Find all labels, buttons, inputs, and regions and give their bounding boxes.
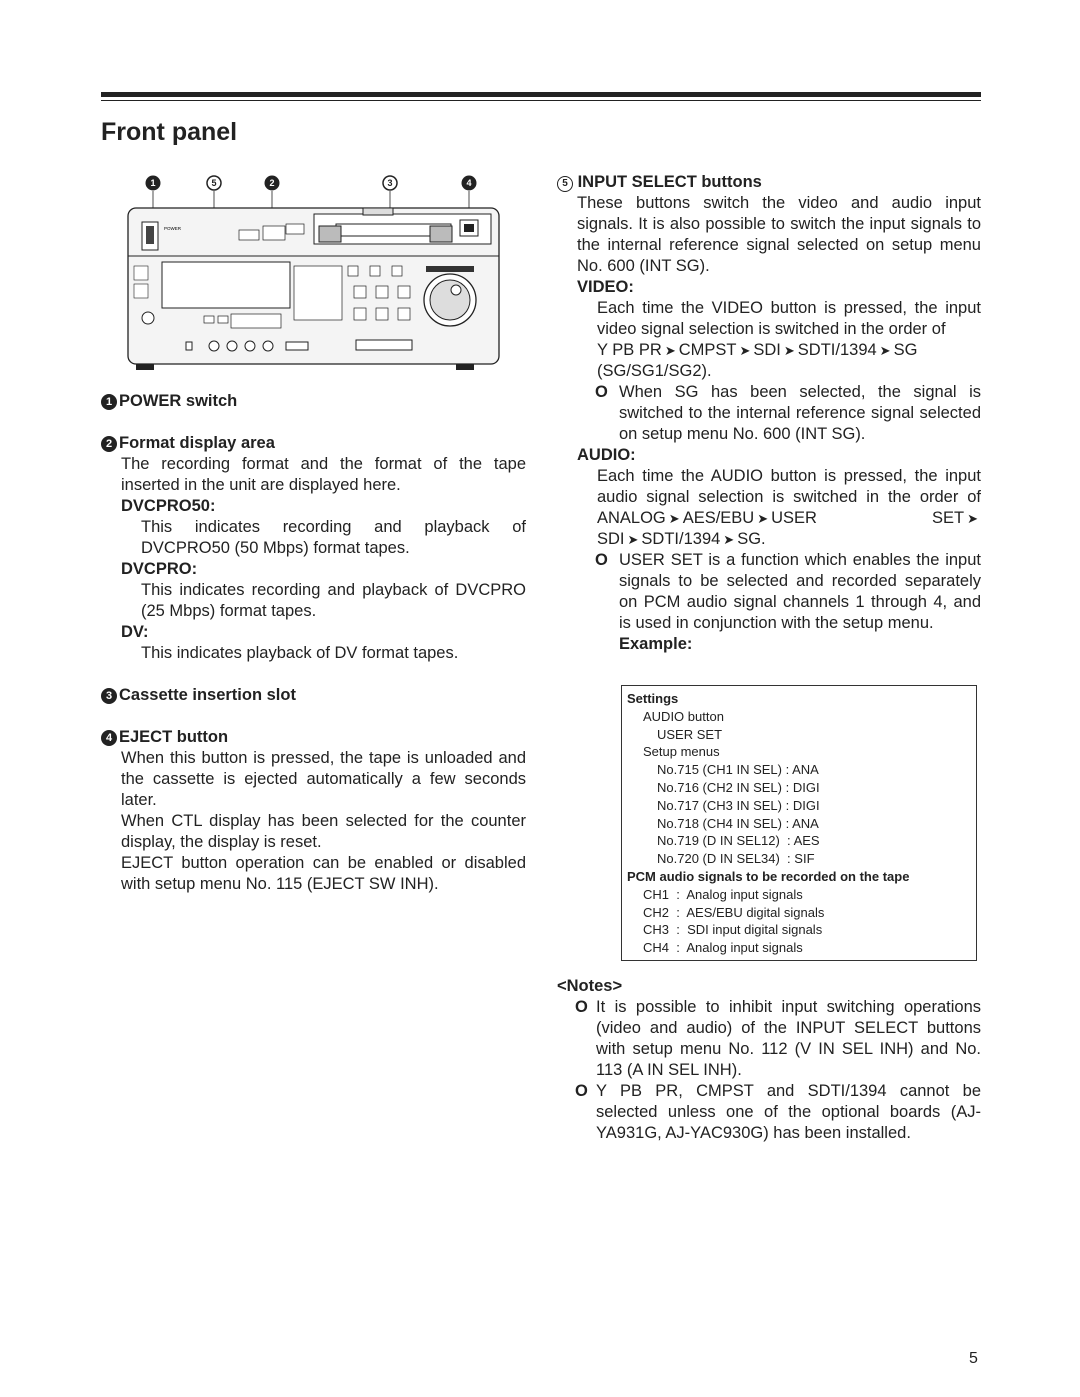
- svg-text:5: 5: [211, 178, 217, 188]
- num-3: 3: [101, 688, 117, 704]
- arrow-icon: ➤: [627, 532, 639, 547]
- video-bullet: [595, 382, 981, 445]
- bullet-mark: O: [575, 998, 588, 1016]
- input-select-heading: [557, 172, 981, 193]
- example-box: [621, 685, 977, 961]
- audio-seq-sdti: SDTI/1394: [641, 530, 721, 548]
- video-bullet-text: When SG has been selected, the signal is switched to the internal reference signal selected on setup menu No. 600 (INT SG).: [619, 383, 981, 443]
- svg-text:1: 1: [150, 178, 156, 188]
- menu-line: No.720 (D IN SEL34) : SIF: [657, 851, 815, 867]
- video-label: VIDEO:: [577, 278, 634, 296]
- eject-button-title: EJECT button: [119, 728, 229, 746]
- video-seq-ypbpr: Y PB PR: [597, 341, 662, 359]
- user-set-line: USER SET: [657, 726, 723, 742]
- num-2: 2: [101, 436, 117, 452]
- num-4: 4: [101, 730, 117, 746]
- svg-text:2: 2: [269, 178, 275, 188]
- arrow-icon: ➤: [664, 343, 676, 358]
- note-item: [575, 997, 981, 1081]
- eject-desc-1: When this button is pressed, the tape is unloaded and the cassette is ejected automatically a few seconds later.: [121, 749, 526, 809]
- num-1: 1: [101, 394, 117, 410]
- settings-label: Settings: [627, 691, 679, 706]
- arrow-icon: ➤: [783, 343, 795, 358]
- audio-label: AUDIO:: [577, 446, 636, 464]
- right-column: [557, 172, 981, 655]
- left-column: [101, 172, 526, 895]
- power-switch-heading: [101, 391, 526, 412]
- notes-section: [557, 976, 981, 1144]
- channel-line: CH2 : AES/EBU digital signals: [643, 904, 825, 920]
- bullet-mark: O: [595, 551, 608, 569]
- svg-text:4: 4: [466, 178, 472, 188]
- eject-desc-3: EJECT button operation can be enabled or disabled with setup menu No. 115 (EJECT SW INH).: [121, 854, 526, 893]
- dv-label: DV:: [121, 623, 149, 641]
- format-display-heading: [101, 433, 526, 454]
- bullet-mark: O: [575, 1082, 588, 1100]
- page-title: Front panel: [101, 118, 238, 146]
- menu-line: No.715 (CH1 IN SEL) : ANA: [657, 762, 819, 778]
- audio-seq-aesebu: AES/EBU: [682, 509, 755, 527]
- channel-line: CH3 : SDI input digital signals: [643, 922, 823, 938]
- arrow-icon: ➤: [757, 511, 769, 526]
- eject-button-heading: [101, 727, 526, 748]
- menu-line: No.717 (CH3 IN SEL) : DIGI: [657, 797, 820, 813]
- arrow-icon: ➤: [739, 343, 751, 358]
- input-select-title: INPUT SELECT buttons: [577, 173, 762, 191]
- header-rule-thin: [101, 100, 981, 101]
- video-seq-sdti: SDTI/1394: [797, 341, 877, 359]
- audio-seq-analog: ANALOG: [597, 509, 666, 527]
- dvcpro50-desc: This indicates recording and playback of DVCPRO50 (50 Mbps) format tapes.: [141, 518, 526, 557]
- video-desc-text: Each time the VIDEO button is pressed, the input video signal selection is switched in the order of: [597, 299, 981, 338]
- channel-line: CH4 : Analog input signals: [643, 940, 803, 956]
- note-text: It is possible to inhibit input switching operations (video and audio) of the INPUT SELECT buttons with setup menu No. 112 (V IN SEL INH) and No. 113 (A IN SEL INH).: [596, 998, 981, 1079]
- page-number: 5: [969, 1350, 978, 1367]
- note-item: [575, 1081, 981, 1144]
- cassette-slot-title: Cassette insertion slot: [119, 686, 296, 704]
- menu-line: No.716 (CH2 IN SEL) : DIGI: [657, 779, 820, 795]
- header-rule-thick: [101, 92, 981, 97]
- diagram-spacer: [101, 172, 526, 391]
- audio-desc-text: Each time the AUDIO button is pressed, the input audio signal selection is switched in the order of: [597, 467, 981, 506]
- input-select-desc: These buttons switch the video and audio input signals. It is also possible to switch the input signals to the internal reference signal selected on setup menu No. 600 (INT SG).: [577, 194, 981, 275]
- dvcpro-desc: This indicates recording and playback of DVCPRO (25 Mbps) format tapes.: [141, 581, 526, 620]
- menu-line: No.719 (D IN SEL12) : AES: [657, 833, 820, 849]
- eject-desc-2: When CTL display has been selected for the counter display, the display is reset.: [121, 812, 526, 851]
- power-switch-title: POWER switch: [119, 392, 238, 410]
- note-text: Y PB PR, CMPST and SDTI/1394 cannot be selected unless one of the optional boards (AJ-YA931G, AJ-YAC930G) has been installed.: [596, 1082, 981, 1142]
- audio-bullet-text: USER SET is a function which enables the input signals to be selected and recorded separately on PCM audio signal channels 1 through 4, and is used in conjunction with the setup menu.: [619, 551, 981, 632]
- format-display-title: Format display area: [119, 434, 275, 452]
- audio-seq-sg: SG.: [737, 530, 766, 548]
- arrow-icon: ➤: [723, 532, 735, 547]
- audio-button-line: AUDIO button: [643, 708, 724, 724]
- dvcpro-label: DVCPRO:: [121, 560, 198, 578]
- bullet-mark: O: [595, 383, 608, 401]
- audio-seq-sdi: SDI: [597, 530, 625, 548]
- channel-line: CH1 : Analog input signals: [643, 886, 803, 902]
- video-desc: [597, 298, 981, 382]
- video-seq-cmpst: CMPST: [678, 341, 737, 359]
- audio-bullet: [595, 550, 981, 634]
- format-desc: The recording format and the format of the tape inserted in the unit are displayed here.: [121, 455, 526, 494]
- audio-desc: [597, 466, 981, 550]
- video-seq-sdi: SDI: [753, 341, 781, 359]
- setup-menus-line: Setup menus: [643, 744, 720, 760]
- svg-text:POWER: POWER: [164, 226, 182, 231]
- menu-line: No.718 (CH4 IN SEL) : ANA: [657, 815, 819, 831]
- cassette-slot-heading: [101, 685, 526, 706]
- notes-label: <Notes>: [557, 977, 623, 995]
- dv-desc: This indicates playback of DV format tapes.: [141, 644, 459, 662]
- arrow-icon: ➤: [967, 511, 978, 526]
- svg-text:3: 3: [387, 178, 393, 188]
- video-seq-tail: (SG/SG1/SG2).: [597, 362, 712, 380]
- dvcpro50-label: DVCPRO50:: [121, 497, 216, 515]
- arrow-icon: ➤: [668, 511, 680, 526]
- video-seq-sg: SG: [893, 341, 918, 359]
- arrow-icon: ➤: [879, 343, 891, 358]
- pcm-label: PCM audio signals to be recorded on the tape: [627, 868, 910, 884]
- example-label: Example:: [619, 635, 693, 653]
- audio-seq-userset: USER SET: [771, 509, 965, 527]
- num-5: 5: [557, 176, 573, 192]
